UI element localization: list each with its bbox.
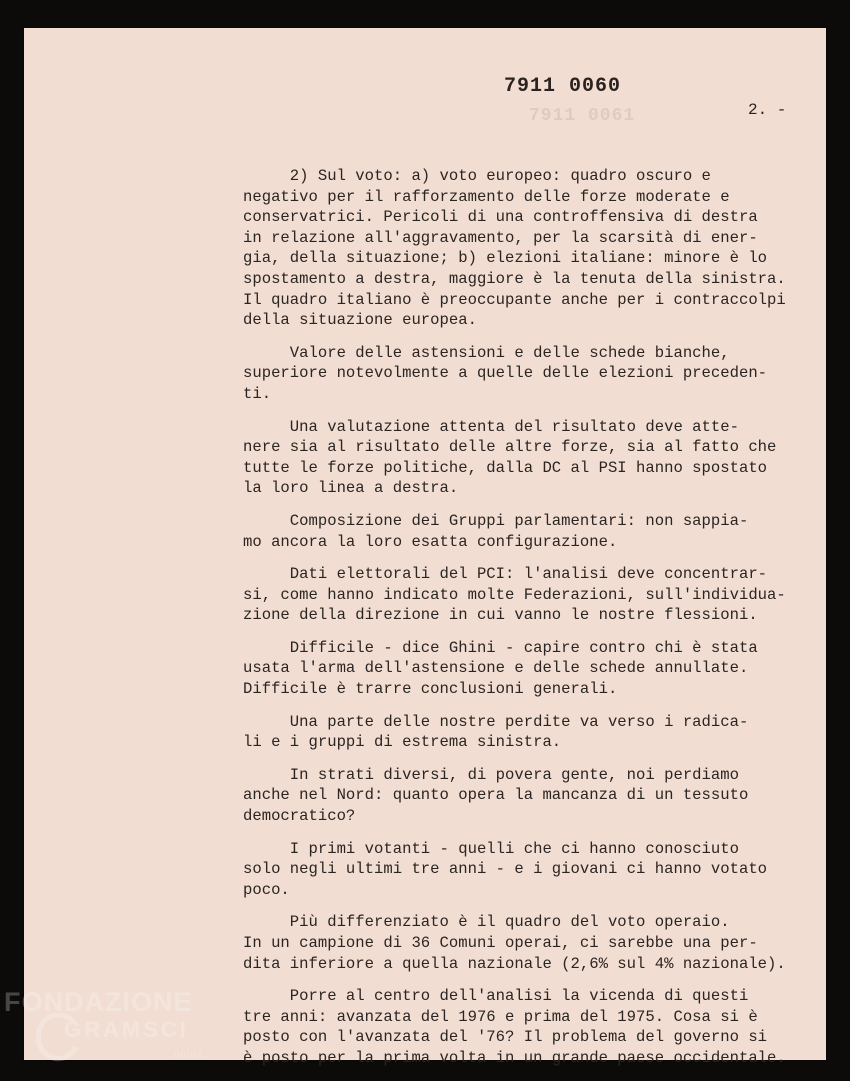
paragraph-ghini: Difficile - dice Ghini - capire contro chi è stata usata l'arma dell'astensione e delle schede annullate. Difficile è trarre conclusioni generali.	[243, 638, 758, 699]
paragraph-gruppi: Composizione dei Gruppi parlamentari: non sappia- mo ancora la loro esatta configurazione.	[243, 511, 749, 551]
paragraph-primi-votanti: I primi votanti - quelli che ci hanno conosciuto solo negli ultimi tre anni - e i giovani ci hanno votato poco.	[243, 839, 768, 899]
watermark-line1: FONDAZIONE	[4, 987, 193, 1017]
paragraph-analisi: Porre al centro dell'analisi la vicenda di questi tre anni: avanzata del 1976 e prima del 1975. Cosa si è posto con l'avanzata del '76? Il problema del governo si è posto per la prima volta in un grande paese occidentale.	[243, 987, 786, 1067]
paragraph-astensioni: Valore delle astensioni e delle schede bianche, superiore notevolmente a quelle delle elezioni preceden- ti.	[243, 343, 768, 403]
doc-number: 7911 0060	[504, 75, 622, 98]
paragraph-voto: 2) Sul voto: a) voto europeo: quadro oscuro e negativo per il rafforzamento delle forze moderate e conservatrici. Pericoli di una controffensiva di destra in relazione all'aggravamento, per la scarsità di ener- gia, della situazione; b) elezioni italiane: minore è lo spostamento a destra, maggiore è la tenuta della sinistra. Il quadro italiano è preoccupante anche per i contraccolpi della situazione europea.	[243, 167, 786, 330]
document-body	[243, 166, 818, 1081]
doc-number-bleedthrough: 7911 0061	[529, 106, 636, 126]
paragraph-voto-operaio: Più differenziato è il quadro del voto operaio. In un campione di 36 Comuni operai, ci sarebbe una per- dita inferiore a quella nazionale (2,6% sul 4% nazionale).	[243, 913, 786, 973]
fondazione-gramsci-watermark	[4, 987, 203, 1060]
watermark-line2: GRAMSCI	[64, 1017, 189, 1042]
page-number: 2. -	[748, 101, 787, 119]
watermark-line3: onlus	[174, 1049, 203, 1060]
paragraph-dati-pci: Dati elettorali del PCI: l'analisi deve concentrar- si, come hanno indicato molte Federazioni, sull'individua- zione della direzione in cui vanno le nostre flessioni.	[243, 565, 786, 625]
paragraph-perdite: Una parte delle nostre perdite va verso i radica- li e i gruppi di estrema sinistra.	[243, 712, 749, 752]
paragraph-strati: In strati diversi, di povera gente, noi perdiamo anche nel Nord: quanto opera la mancanza di un tessuto democratico?	[243, 765, 749, 826]
paragraph-valutazione: Una valutazione attenta del risultato deve atte- nere sia al risultato delle altre forze, sia al fatto che tutte le forze politiche, dalla DC al PSI hanno spostato la loro linea a destra.	[243, 417, 777, 498]
